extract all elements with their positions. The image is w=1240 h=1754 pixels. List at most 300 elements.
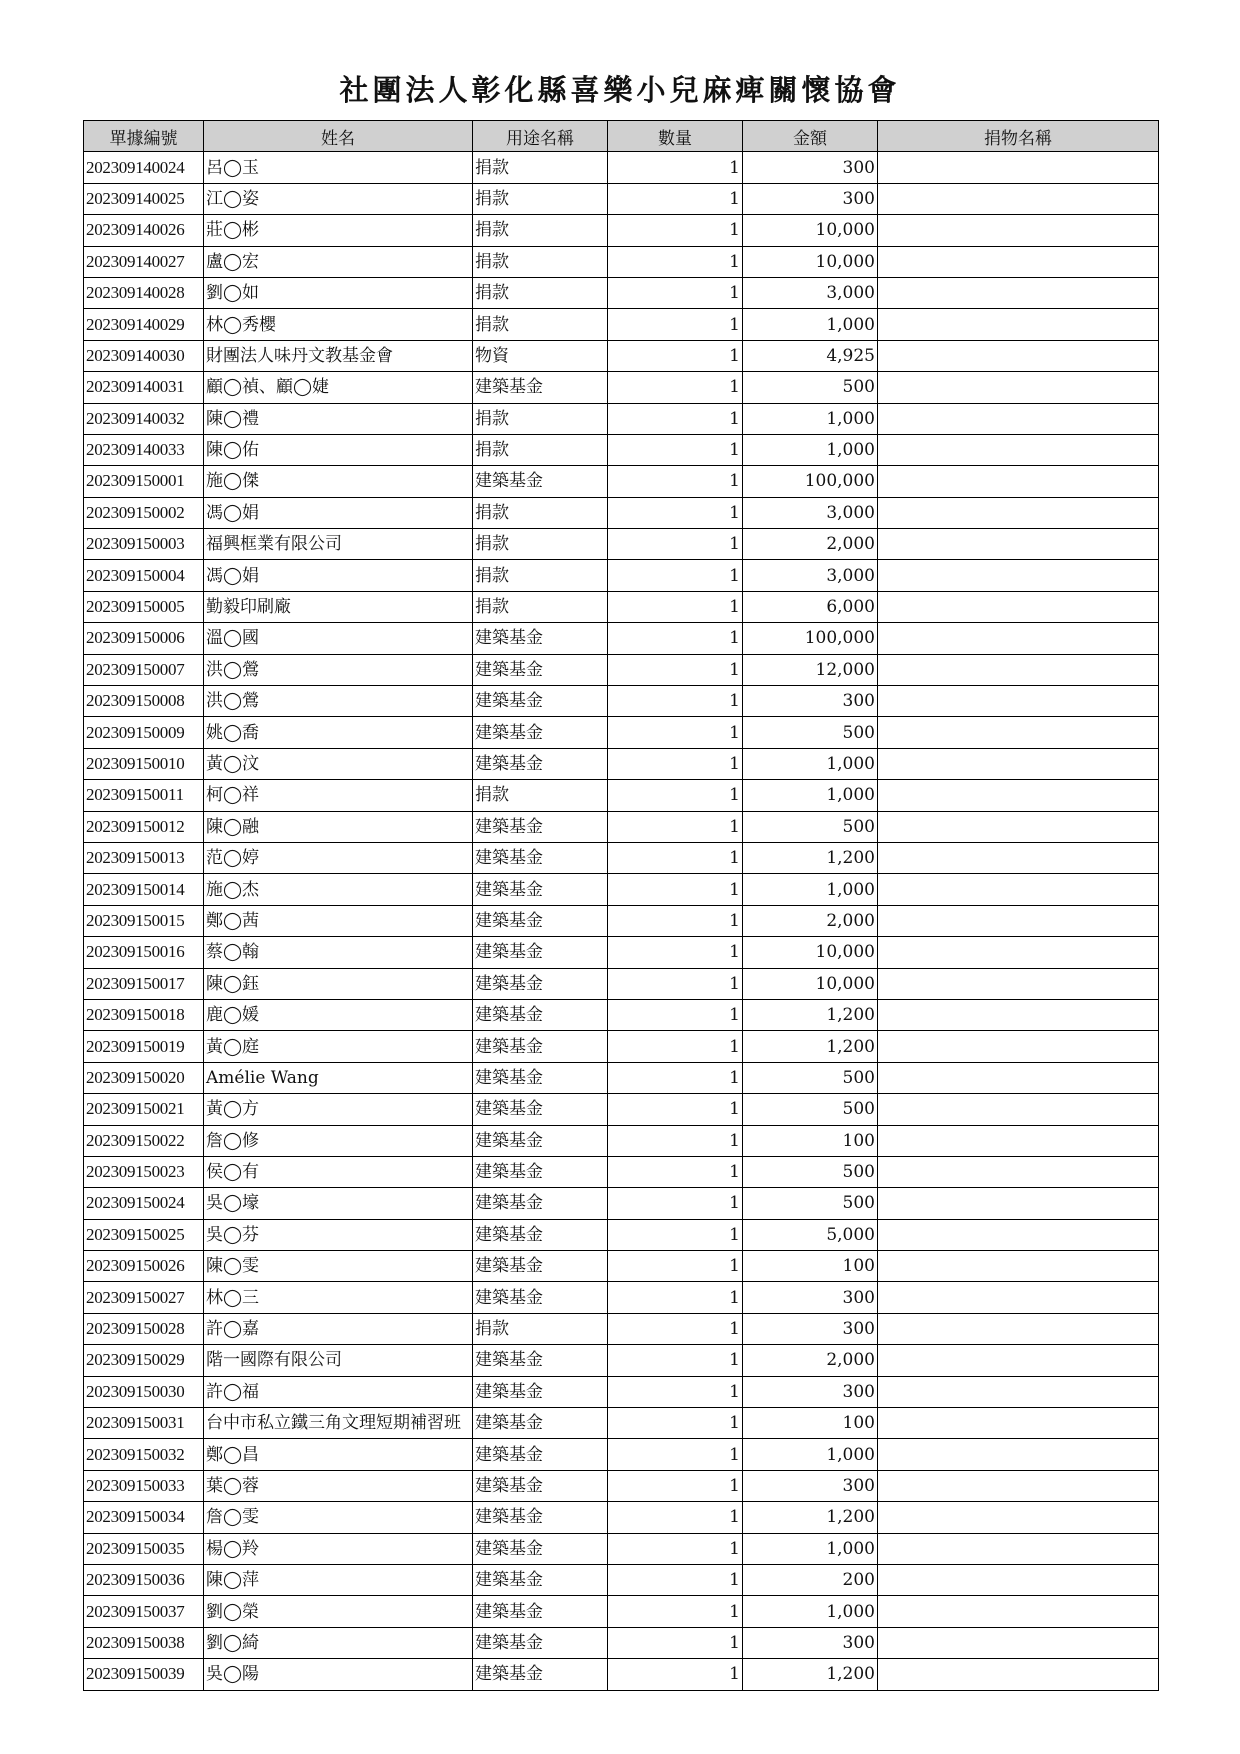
item-name-cell [878, 434, 1159, 465]
column-header-name: 姓名 [204, 121, 473, 152]
table-body [84, 152, 1159, 1690]
purpose-cell: 建築基金 [473, 1156, 608, 1187]
table-row [84, 560, 1159, 591]
receipt-no-cell: 202309140032 [84, 403, 204, 434]
table-row [84, 1596, 1159, 1627]
donor-name-cell: 鄭◯昌 [204, 1439, 473, 1470]
donor-name-cell: 林◯秀櫻 [204, 309, 473, 340]
item-name-cell [878, 152, 1159, 183]
receipt-no-cell: 202309150031 [84, 1408, 204, 1439]
quantity-cell: 1 [608, 999, 743, 1030]
amount-cell: 1,000 [743, 1439, 878, 1470]
item-name-cell [878, 1376, 1159, 1407]
quantity-cell: 1 [608, 1376, 743, 1407]
item-name-cell [878, 780, 1159, 811]
item-name-cell [878, 1156, 1159, 1187]
donor-name-cell: 黃◯汶 [204, 748, 473, 779]
quantity-cell: 1 [608, 1533, 743, 1564]
quantity-cell: 1 [608, 780, 743, 811]
purpose-cell: 建築基金 [473, 999, 608, 1030]
item-name-cell [878, 1502, 1159, 1533]
purpose-cell: 捐款 [473, 215, 608, 246]
donor-name-cell: 台中市私立鐵三角文理短期補習班 [204, 1408, 473, 1439]
item-name-cell [878, 560, 1159, 591]
amount-cell: 6,000 [743, 591, 878, 622]
column-header-item-name: 捐物名稱 [878, 121, 1159, 152]
table-row [84, 937, 1159, 968]
donor-name-cell: 陳◯萍 [204, 1564, 473, 1595]
item-name-cell [878, 1470, 1159, 1501]
amount-cell: 1,000 [743, 1533, 878, 1564]
purpose-cell: 建築基金 [473, 1408, 608, 1439]
donor-name-cell: 呂◯玉 [204, 152, 473, 183]
receipt-no-cell: 202309150020 [84, 1062, 204, 1093]
receipt-no-cell: 202309150024 [84, 1188, 204, 1219]
receipt-no-cell: 202309150034 [84, 1502, 204, 1533]
receipt-no-cell: 202309150026 [84, 1251, 204, 1282]
purpose-cell: 建築基金 [473, 654, 608, 685]
amount-cell: 500 [743, 1062, 878, 1093]
receipt-no-cell: 202309150008 [84, 686, 204, 717]
purpose-cell: 捐款 [473, 1313, 608, 1344]
receipt-no-cell: 202309150002 [84, 497, 204, 528]
item-name-cell [878, 1062, 1159, 1093]
amount-cell: 1,200 [743, 1502, 878, 1533]
table-row [84, 1219, 1159, 1250]
table-row [84, 811, 1159, 842]
table-row [84, 152, 1159, 183]
table-row [84, 686, 1159, 717]
purpose-cell: 建築基金 [473, 1470, 608, 1501]
donor-name-cell: 柯◯祥 [204, 780, 473, 811]
quantity-cell: 1 [608, 1219, 743, 1250]
receipt-no-cell: 202309140024 [84, 152, 204, 183]
donor-name-cell: 福興框業有限公司 [204, 529, 473, 560]
table-row [84, 1345, 1159, 1376]
amount-cell: 300 [743, 1376, 878, 1407]
purpose-cell: 建築基金 [473, 1094, 608, 1125]
table-row [84, 1376, 1159, 1407]
donor-name-cell: 馮◯娟 [204, 560, 473, 591]
table-row [84, 623, 1159, 654]
purpose-cell: 捐款 [473, 152, 608, 183]
table-row [84, 1533, 1159, 1564]
amount-cell: 500 [743, 717, 878, 748]
table-row [84, 1502, 1159, 1533]
amount-cell: 500 [743, 1156, 878, 1187]
amount-cell: 100 [743, 1408, 878, 1439]
quantity-cell: 1 [608, 183, 743, 214]
receipt-no-cell: 202309150030 [84, 1376, 204, 1407]
donor-name-cell: 勤毅印刷廠 [204, 591, 473, 622]
receipt-no-cell: 202309150006 [84, 623, 204, 654]
receipt-no-cell: 202309150003 [84, 529, 204, 560]
quantity-cell: 1 [608, 1659, 743, 1690]
table-row [84, 1470, 1159, 1501]
quantity-cell: 1 [608, 1627, 743, 1658]
item-name-cell [878, 1345, 1159, 1376]
amount-cell: 1,000 [743, 874, 878, 905]
amount-cell: 100 [743, 1251, 878, 1282]
amount-cell: 1,200 [743, 1031, 878, 1062]
item-name-cell [878, 1408, 1159, 1439]
receipt-no-cell: 202309150001 [84, 466, 204, 497]
receipt-no-cell: 202309150033 [84, 1470, 204, 1501]
item-name-cell [878, 1282, 1159, 1313]
receipt-no-cell: 202309150005 [84, 591, 204, 622]
purpose-cell: 建築基金 [473, 372, 608, 403]
quantity-cell: 1 [608, 1345, 743, 1376]
column-header-quantity: 數量 [608, 121, 743, 152]
amount-cell: 1,000 [743, 403, 878, 434]
quantity-cell: 1 [608, 968, 743, 999]
purpose-cell: 建築基金 [473, 968, 608, 999]
amount-cell: 300 [743, 183, 878, 214]
table-row [84, 403, 1159, 434]
table-row [84, 1094, 1159, 1125]
quantity-cell: 1 [608, 905, 743, 936]
quantity-cell: 1 [608, 1031, 743, 1062]
purpose-cell: 建築基金 [473, 1125, 608, 1156]
item-name-cell [878, 529, 1159, 560]
item-name-cell [878, 968, 1159, 999]
quantity-cell: 1 [608, 1408, 743, 1439]
donor-name-cell: 陳◯禮 [204, 403, 473, 434]
item-name-cell [878, 277, 1159, 308]
item-name-cell [878, 1627, 1159, 1658]
purpose-cell: 建築基金 [473, 1219, 608, 1250]
purpose-cell: 建築基金 [473, 811, 608, 842]
item-name-cell [878, 591, 1159, 622]
amount-cell: 2,000 [743, 905, 878, 936]
purpose-cell: 建築基金 [473, 1564, 608, 1595]
purpose-cell: 建築基金 [473, 1251, 608, 1282]
receipt-no-cell: 202309150004 [84, 560, 204, 591]
quantity-cell: 1 [608, 1094, 743, 1125]
receipt-no-cell: 202309150037 [84, 1596, 204, 1627]
receipt-no-cell: 202309150023 [84, 1156, 204, 1187]
donor-name-cell: 吳◯壕 [204, 1188, 473, 1219]
quantity-cell: 1 [608, 1564, 743, 1595]
table-row [84, 340, 1159, 371]
item-name-cell [878, 686, 1159, 717]
purpose-cell: 建築基金 [473, 466, 608, 497]
amount-cell: 300 [743, 1470, 878, 1501]
receipt-no-cell: 202309140026 [84, 215, 204, 246]
purpose-cell: 建築基金 [473, 937, 608, 968]
purpose-cell: 建築基金 [473, 1062, 608, 1093]
donor-name-cell: 鄭◯茜 [204, 905, 473, 936]
amount-cell: 200 [743, 1564, 878, 1595]
quantity-cell: 1 [608, 1313, 743, 1344]
item-name-cell [878, 1094, 1159, 1125]
item-name-cell [878, 999, 1159, 1030]
quantity-cell: 1 [608, 874, 743, 905]
receipt-no-cell: 202309150038 [84, 1627, 204, 1658]
item-name-cell [878, 1533, 1159, 1564]
item-name-cell [878, 905, 1159, 936]
donor-name-cell: 陳◯融 [204, 811, 473, 842]
table-row [84, 717, 1159, 748]
receipt-no-cell: 202309150039 [84, 1659, 204, 1690]
amount-cell: 1,000 [743, 748, 878, 779]
donor-name-cell: 江◯姿 [204, 183, 473, 214]
quantity-cell: 1 [608, 1156, 743, 1187]
receipt-no-cell: 202309150014 [84, 874, 204, 905]
quantity-cell: 1 [608, 246, 743, 277]
quantity-cell: 1 [608, 497, 743, 528]
donor-name-cell: 黃◯庭 [204, 1031, 473, 1062]
donor-name-cell: 吳◯陽 [204, 1659, 473, 1690]
table-row [84, 1408, 1159, 1439]
quantity-cell: 1 [608, 434, 743, 465]
item-name-cell [878, 1125, 1159, 1156]
receipt-no-cell: 202309140030 [84, 340, 204, 371]
receipt-no-cell: 202309140028 [84, 277, 204, 308]
purpose-cell: 建築基金 [473, 1502, 608, 1533]
donor-name-cell: 許◯福 [204, 1376, 473, 1407]
quantity-cell: 1 [608, 340, 743, 371]
amount-cell: 500 [743, 811, 878, 842]
amount-cell: 1,200 [743, 999, 878, 1030]
donor-name-cell: 蔡◯翰 [204, 937, 473, 968]
item-name-cell [878, 1659, 1159, 1690]
quantity-cell: 1 [608, 1596, 743, 1627]
purpose-cell: 建築基金 [473, 1282, 608, 1313]
amount-cell: 100 [743, 1125, 878, 1156]
purpose-cell: 捐款 [473, 277, 608, 308]
table-row [84, 1439, 1159, 1470]
table-row [84, 874, 1159, 905]
quantity-cell: 1 [608, 937, 743, 968]
quantity-cell: 1 [608, 277, 743, 308]
item-name-cell [878, 623, 1159, 654]
item-name-cell [878, 215, 1159, 246]
donor-name-cell: 劉◯綺 [204, 1627, 473, 1658]
quantity-cell: 1 [608, 654, 743, 685]
purpose-cell: 建築基金 [473, 1533, 608, 1564]
table-row [84, 1125, 1159, 1156]
donor-name-cell: 施◯杰 [204, 874, 473, 905]
amount-cell: 5,000 [743, 1219, 878, 1250]
donor-name-cell: 溫◯國 [204, 623, 473, 654]
donor-name-cell: Amélie Wang [204, 1062, 473, 1093]
quantity-cell: 1 [608, 215, 743, 246]
table-row [84, 497, 1159, 528]
item-name-cell [878, 1251, 1159, 1282]
item-name-cell [878, 340, 1159, 371]
donor-name-cell: 劉◯如 [204, 277, 473, 308]
donor-name-cell: 洪◯鶯 [204, 654, 473, 685]
table-row [84, 905, 1159, 936]
amount-cell: 10,000 [743, 968, 878, 999]
amount-cell: 100,000 [743, 623, 878, 654]
item-name-cell [878, 654, 1159, 685]
purpose-cell: 捐款 [473, 246, 608, 277]
receipt-no-cell: 202309150025 [84, 1219, 204, 1250]
table-row [84, 1251, 1159, 1282]
purpose-cell: 捐款 [473, 560, 608, 591]
table-row [84, 277, 1159, 308]
donor-name-cell: 財團法人味丹文教基金會 [204, 340, 473, 371]
table-row [84, 842, 1159, 873]
amount-cell: 12,000 [743, 654, 878, 685]
receipt-no-cell: 202309140031 [84, 372, 204, 403]
purpose-cell: 建築基金 [473, 874, 608, 905]
amount-cell: 10,000 [743, 215, 878, 246]
purpose-cell: 捐款 [473, 403, 608, 434]
purpose-cell: 建築基金 [473, 686, 608, 717]
item-name-cell [878, 1564, 1159, 1595]
donor-name-cell: 林◯三 [204, 1282, 473, 1313]
table-row [84, 466, 1159, 497]
purpose-cell: 物資 [473, 340, 608, 371]
table-header-row [84, 121, 1159, 152]
table-row [84, 183, 1159, 214]
page-title: 社團法人彰化縣喜樂小兒麻痺關懷協會 [339, 73, 901, 107]
receipt-no-cell: 202309150021 [84, 1094, 204, 1125]
receipt-no-cell: 202309140029 [84, 309, 204, 340]
donor-name-cell: 陳◯雯 [204, 1251, 473, 1282]
amount-cell: 1,000 [743, 309, 878, 340]
purpose-cell: 捐款 [473, 591, 608, 622]
table-row [84, 1156, 1159, 1187]
receipt-no-cell: 202309150016 [84, 937, 204, 968]
donor-name-cell: 吳◯芬 [204, 1219, 473, 1250]
donor-name-cell: 洪◯鶯 [204, 686, 473, 717]
receipt-no-cell: 202309150019 [84, 1031, 204, 1062]
quantity-cell: 1 [608, 1470, 743, 1501]
quantity-cell: 1 [608, 1502, 743, 1533]
quantity-cell: 1 [608, 1188, 743, 1219]
amount-cell: 500 [743, 1094, 878, 1125]
amount-cell: 1,200 [743, 842, 878, 873]
donor-name-cell: 陳◯佑 [204, 434, 473, 465]
quantity-cell: 1 [608, 1062, 743, 1093]
table-row [84, 1313, 1159, 1344]
donor-name-cell: 陳◯鈺 [204, 968, 473, 999]
donor-name-cell: 詹◯雯 [204, 1502, 473, 1533]
item-name-cell [878, 937, 1159, 968]
purpose-cell: 建築基金 [473, 717, 608, 748]
purpose-cell: 捐款 [473, 309, 608, 340]
amount-cell: 3,000 [743, 497, 878, 528]
amount-cell: 2,000 [743, 1345, 878, 1376]
table-row [84, 1627, 1159, 1658]
amount-cell: 300 [743, 686, 878, 717]
table-row [84, 591, 1159, 622]
purpose-cell: 捐款 [473, 497, 608, 528]
quantity-cell: 1 [608, 152, 743, 183]
item-name-cell [878, 183, 1159, 214]
table-row [84, 999, 1159, 1030]
receipt-no-cell: 202309150035 [84, 1533, 204, 1564]
donor-name-cell: 莊◯彬 [204, 215, 473, 246]
amount-cell: 500 [743, 372, 878, 403]
table-row [84, 1188, 1159, 1219]
quantity-cell: 1 [608, 1282, 743, 1313]
quantity-cell: 1 [608, 686, 743, 717]
receipt-no-cell: 202309150007 [84, 654, 204, 685]
amount-cell: 500 [743, 1188, 878, 1219]
receipt-no-cell: 202309140027 [84, 246, 204, 277]
receipt-no-cell: 202309150009 [84, 717, 204, 748]
purpose-cell: 建築基金 [473, 1627, 608, 1658]
quantity-cell: 1 [608, 1125, 743, 1156]
amount-cell: 300 [743, 1313, 878, 1344]
purpose-cell: 捐款 [473, 434, 608, 465]
purpose-cell: 建築基金 [473, 1345, 608, 1376]
donor-name-cell: 侯◯有 [204, 1156, 473, 1187]
receipt-no-cell: 202309140033 [84, 434, 204, 465]
table-row [84, 1062, 1159, 1093]
item-name-cell [878, 748, 1159, 779]
purpose-cell: 捐款 [473, 529, 608, 560]
purpose-cell: 建築基金 [473, 905, 608, 936]
donor-name-cell: 詹◯修 [204, 1125, 473, 1156]
quantity-cell: 1 [608, 623, 743, 654]
quantity-cell: 1 [608, 1251, 743, 1282]
purpose-cell: 建築基金 [473, 1439, 608, 1470]
item-name-cell [878, 403, 1159, 434]
item-name-cell [878, 811, 1159, 842]
quantity-cell: 1 [608, 811, 743, 842]
item-name-cell [878, 1313, 1159, 1344]
purpose-cell: 建築基金 [473, 1659, 608, 1690]
item-name-cell [878, 309, 1159, 340]
amount-cell: 1,000 [743, 780, 878, 811]
item-name-cell [878, 497, 1159, 528]
amount-cell: 3,000 [743, 277, 878, 308]
item-name-cell [878, 1219, 1159, 1250]
quantity-cell: 1 [608, 591, 743, 622]
donor-name-cell: 劉◯榮 [204, 1596, 473, 1627]
table-row [84, 654, 1159, 685]
donor-name-cell: 階一國際有限公司 [204, 1345, 473, 1376]
quantity-cell: 1 [608, 842, 743, 873]
table-row [84, 1659, 1159, 1690]
quantity-cell: 1 [608, 1439, 743, 1470]
purpose-cell: 建築基金 [473, 748, 608, 779]
table-row [84, 1282, 1159, 1313]
amount-cell: 10,000 [743, 937, 878, 968]
item-name-cell [878, 1596, 1159, 1627]
item-name-cell [878, 246, 1159, 277]
quantity-cell: 1 [608, 748, 743, 779]
donor-name-cell: 盧◯宏 [204, 246, 473, 277]
purpose-cell: 建築基金 [473, 1031, 608, 1062]
item-name-cell [878, 717, 1159, 748]
amount-cell: 100,000 [743, 466, 878, 497]
table-row [84, 215, 1159, 246]
quantity-cell: 1 [608, 372, 743, 403]
receipt-no-cell: 202309150012 [84, 811, 204, 842]
amount-cell: 300 [743, 1627, 878, 1658]
donor-name-cell: 施◯傑 [204, 466, 473, 497]
item-name-cell [878, 1439, 1159, 1470]
table-row [84, 309, 1159, 340]
amount-cell: 4,925 [743, 340, 878, 371]
amount-cell: 1,000 [743, 1596, 878, 1627]
receipt-no-cell: 202309150022 [84, 1125, 204, 1156]
receipt-no-cell: 202309150010 [84, 748, 204, 779]
purpose-cell: 建築基金 [473, 1188, 608, 1219]
quantity-cell: 1 [608, 403, 743, 434]
table-row [84, 748, 1159, 779]
donor-name-cell: 葉◯蓉 [204, 1470, 473, 1501]
quantity-cell: 1 [608, 529, 743, 560]
quantity-cell: 1 [608, 560, 743, 591]
